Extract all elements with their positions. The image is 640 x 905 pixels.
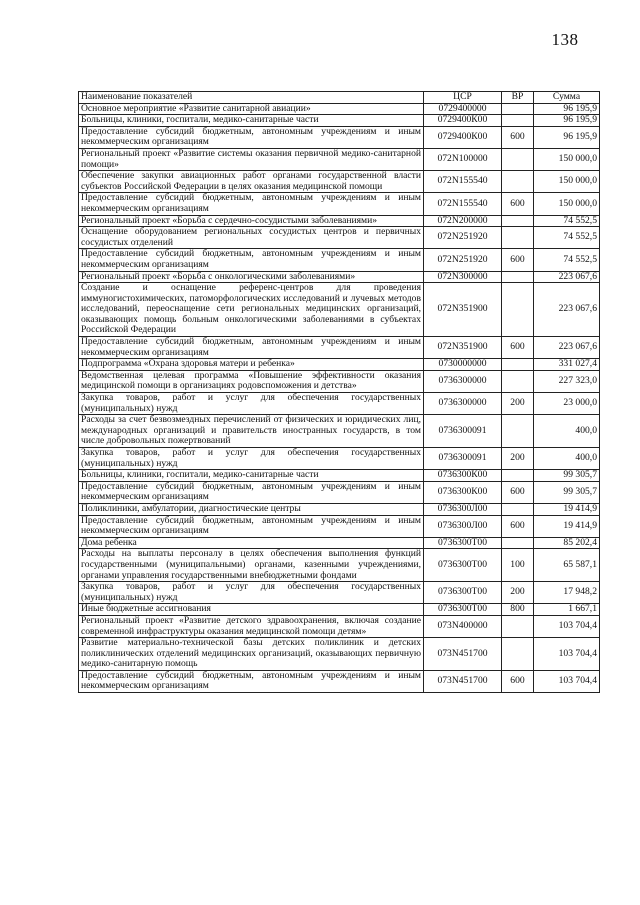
- row-vr: 100: [502, 549, 534, 582]
- table-row: [79, 227, 600, 249]
- row-name: Иные бюджетные ассигнования: [79, 604, 424, 616]
- row-vr: [502, 470, 534, 482]
- row-name: Расходы за счет безвозмездных перечислений от физических и юридических лиц, международных организаций и правительств иностранных государств, в том числе добровольных пожертвований: [79, 415, 424, 448]
- table-row: [79, 582, 600, 604]
- row-sum: 99 305,7: [534, 470, 600, 482]
- table-row: [79, 393, 600, 415]
- table-row: [79, 470, 600, 482]
- row-name: Поликлиники, амбулатории, диагностические центры: [79, 503, 424, 515]
- row-sum: 223 067,6: [534, 271, 600, 283]
- row-vr: [502, 370, 534, 392]
- row-csr: 0736300000: [424, 370, 502, 392]
- row-csr: 0736300Т00: [424, 604, 502, 616]
- row-name: Предоставление субсидий бюджетным, автономным учреждениям и иным некоммерческим организациям: [79, 126, 424, 148]
- row-name: Региональный проект «Борьба с сердечно-сосудистыми заболеваниями»: [79, 215, 424, 227]
- row-name: Закупка товаров, работ и услуг для обеспечения государственных (муниципальных) нужд: [79, 582, 424, 604]
- row-vr: [502, 103, 534, 115]
- row-vr: [502, 227, 534, 249]
- row-csr: 072N251920: [424, 249, 502, 271]
- table-row: [79, 448, 600, 470]
- row-vr: 600: [502, 515, 534, 537]
- row-sum: 103 704,4: [534, 638, 600, 671]
- row-vr: [502, 271, 534, 283]
- header-vr: ВР: [502, 92, 534, 104]
- row-csr: 0730000000: [424, 359, 502, 371]
- header-name: Наименование показателей: [79, 92, 424, 104]
- row-sum: 103 704,4: [534, 670, 600, 692]
- row-name: Больницы, клиники, госпитали, медико-санитарные части: [79, 115, 424, 127]
- row-sum: 19 414,9: [534, 515, 600, 537]
- row-sum: 74 552,5: [534, 249, 600, 271]
- row-csr: 072N300000: [424, 271, 502, 283]
- row-name: Развитие материально-технической базы детских поликлиник и детских поликлинических отделений медицинских организаций, оказывающих первичную медико-санитарную помощь: [79, 638, 424, 671]
- row-csr: 0736300Т00: [424, 549, 502, 582]
- table-row: [79, 148, 600, 170]
- row-sum: 150 000,0: [534, 171, 600, 193]
- row-name: Дома ребенка: [79, 537, 424, 549]
- row-vr: [502, 215, 534, 227]
- table-row: [79, 103, 600, 115]
- row-csr: 0736300Т00: [424, 537, 502, 549]
- row-sum: 65 587,1: [534, 549, 600, 582]
- row-name: Предоставление субсидий бюджетным, автономным учреждениям и иным некоммерческим организациям: [79, 481, 424, 503]
- row-sum: 400,0: [534, 448, 600, 470]
- row-name: Региональный проект «Развитие детского здравоохранения, включая создание современной инфраструктуры оказания медицинской помощи детям»: [79, 615, 424, 637]
- row-csr: 072N100000: [424, 148, 502, 170]
- row-name: Расходы на выплаты персоналу в целях обеспечения выполнения функций государственными (муниципальными) органами, казенными учреждениями, органами управления государственными внебюджетными фондами: [79, 549, 424, 582]
- row-sum: 150 000,0: [534, 193, 600, 215]
- row-vr: [502, 638, 534, 671]
- row-csr: 072N351900: [424, 283, 502, 337]
- row-vr: [502, 359, 534, 371]
- row-vr: [502, 415, 534, 448]
- table-row: [79, 215, 600, 227]
- table-row: [79, 359, 600, 371]
- row-vr: 200: [502, 393, 534, 415]
- row-sum: 17 948,2: [534, 582, 600, 604]
- header-csr: ЦСР: [424, 92, 502, 104]
- row-sum: 96 195,9: [534, 115, 600, 127]
- table-row: [79, 670, 600, 692]
- row-name: Обеспечение закупки авиационных работ органами государственной власти субъектов Российской Федерации в целях оказания медицинской помощи: [79, 171, 424, 193]
- row-sum: 227 323,0: [534, 370, 600, 392]
- row-sum: 400,0: [534, 415, 600, 448]
- table-row: [79, 503, 600, 515]
- row-csr: 0736300091: [424, 415, 502, 448]
- row-sum: 223 067,6: [534, 337, 600, 359]
- row-csr: 072N155540: [424, 171, 502, 193]
- row-csr: 0736300091: [424, 448, 502, 470]
- row-sum: 150 000,0: [534, 148, 600, 170]
- row-name: Оснащение оборудованием региональных сосудистых центров и первичных сосудистых отделений: [79, 227, 424, 249]
- row-name: Подпрограмма «Охрана здоровья матери и ребенка»: [79, 359, 424, 371]
- row-vr: 600: [502, 249, 534, 271]
- row-csr: 072N251920: [424, 227, 502, 249]
- row-vr: 800: [502, 604, 534, 616]
- table-row: [79, 271, 600, 283]
- row-csr: 073N451700: [424, 670, 502, 692]
- row-vr: 600: [502, 193, 534, 215]
- row-name: Ведомственная целевая программа «Повышение эффективности оказания медицинской помощи в организациях родовспоможения и детства»: [79, 370, 424, 392]
- row-csr: 0729400К00: [424, 126, 502, 148]
- table-row: [79, 415, 600, 448]
- row-sum: 23 000,0: [534, 393, 600, 415]
- row-vr: 200: [502, 448, 534, 470]
- row-csr: 0736300К00: [424, 481, 502, 503]
- row-vr: [502, 503, 534, 515]
- row-sum: 99 305,7: [534, 481, 600, 503]
- row-vr: 600: [502, 126, 534, 148]
- budget-table: [78, 91, 600, 693]
- table-row: [79, 115, 600, 127]
- row-name: Больницы, клиники, госпитали, медико-санитарные части: [79, 470, 424, 482]
- row-sum: 96 195,9: [534, 103, 600, 115]
- row-vr: [502, 537, 534, 549]
- row-vr: [502, 615, 534, 637]
- table-row: [79, 283, 600, 337]
- row-vr: 600: [502, 670, 534, 692]
- row-name: Предоставление субсидий бюджетным, автономным учреждениям и иным некоммерческим организациям: [79, 193, 424, 215]
- row-vr: 200: [502, 582, 534, 604]
- row-vr: [502, 148, 534, 170]
- row-csr: 073N451700: [424, 638, 502, 671]
- row-csr: 0729400К00: [424, 115, 502, 127]
- table-row: [79, 370, 600, 392]
- table-header-row: [79, 92, 600, 104]
- table-row: [79, 537, 600, 549]
- table-row: [79, 193, 600, 215]
- row-sum: 331 027,4: [534, 359, 600, 371]
- table-row: [79, 249, 600, 271]
- row-csr: 0736300Л00: [424, 515, 502, 537]
- row-csr: 0736300К00: [424, 470, 502, 482]
- row-sum: 85 202,4: [534, 537, 600, 549]
- table-body: [79, 103, 600, 692]
- row-csr: 072N155540: [424, 193, 502, 215]
- row-name: Закупка товаров, работ и услуг для обеспечения государственных (муниципальных) нужд: [79, 448, 424, 470]
- row-sum: 96 195,9: [534, 126, 600, 148]
- table-row: [79, 171, 600, 193]
- table-row: [79, 515, 600, 537]
- row-sum: 19 414,9: [534, 503, 600, 515]
- row-csr: 072N351900: [424, 337, 502, 359]
- row-sum: 223 067,6: [534, 283, 600, 337]
- row-name: Предоставление субсидий бюджетным, автономным учреждениям и иным некоммерческим организациям: [79, 670, 424, 692]
- row-name: Основное мероприятие «Развитие санитарной авиации»: [79, 103, 424, 115]
- table-row: [79, 126, 600, 148]
- row-vr: [502, 115, 534, 127]
- row-vr: 600: [502, 481, 534, 503]
- row-sum: 1 667,1: [534, 604, 600, 616]
- row-sum: 74 552,5: [534, 215, 600, 227]
- row-name: Региональный проект «Развитие системы оказания первичной медико-санитарной помощи»: [79, 148, 424, 170]
- row-sum: 74 552,5: [534, 227, 600, 249]
- table-row: [79, 481, 600, 503]
- row-csr: 073N400000: [424, 615, 502, 637]
- row-name: Предоставление субсидий бюджетным, автономным учреждениям и иным некоммерческим организациям: [79, 337, 424, 359]
- row-csr: 0736300Т00: [424, 582, 502, 604]
- row-name: Создание и оснащение референс-центров для проведения иммуногистохимических, патоморфологических исследований и лучевых методов исследований, переоснащение сети региональных медицинских организаций, оказывающих помощь больным онкологическими заболеваниями в субъектах Российской Федерации: [79, 283, 424, 337]
- row-name: Региональный проект «Борьба с онкологическими заболеваниями»: [79, 271, 424, 283]
- row-name: Предоставление субсидий бюджетным, автономным учреждениям и иным некоммерческим организациям: [79, 249, 424, 271]
- row-csr: 072N200000: [424, 215, 502, 227]
- row-csr: 0736300Л00: [424, 503, 502, 515]
- row-name: Закупка товаров, работ и услуг для обеспечения государственных (муниципальных) нужд: [79, 393, 424, 415]
- row-vr: [502, 283, 534, 337]
- table-row: [79, 549, 600, 582]
- row-vr: [502, 171, 534, 193]
- header-sum: Сумма: [534, 92, 600, 104]
- table-row: [79, 615, 600, 637]
- row-name: Предоставление субсидий бюджетным, автономным учреждениям и иным некоммерческим организациям: [79, 515, 424, 537]
- row-csr: 0736300000: [424, 393, 502, 415]
- table-row: [79, 638, 600, 671]
- row-vr: 600: [502, 337, 534, 359]
- table-row: [79, 604, 600, 616]
- table-row: [79, 337, 600, 359]
- row-sum: 103 704,4: [534, 615, 600, 637]
- page-number: 138: [551, 30, 579, 49]
- row-csr: 0729400000: [424, 103, 502, 115]
